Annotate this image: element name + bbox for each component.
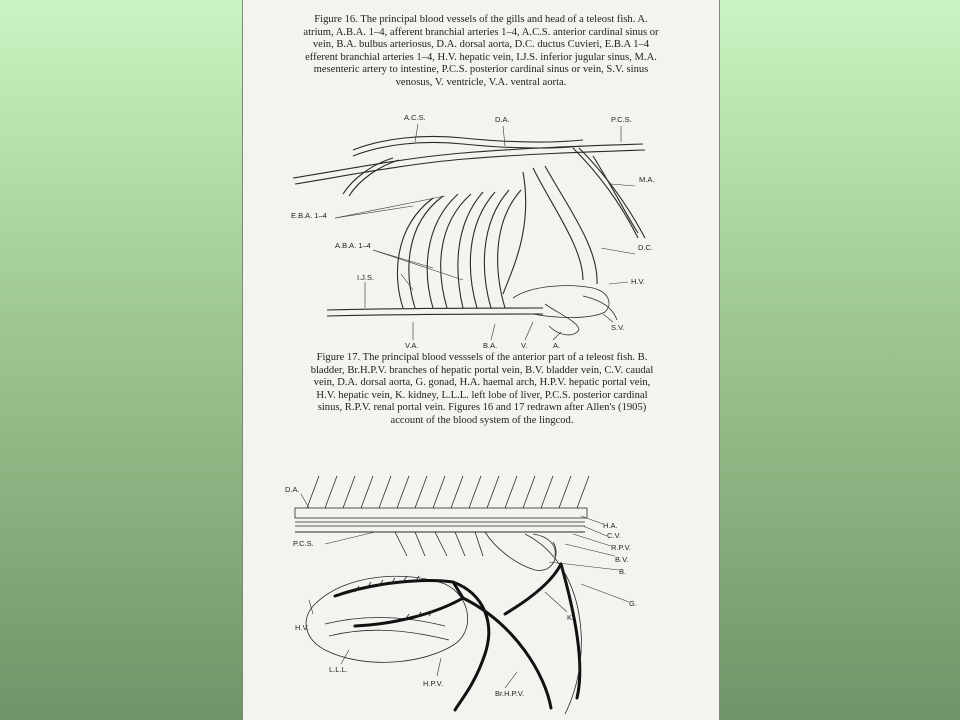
- label-hv: H.V.: [295, 623, 309, 632]
- label-da: D.A.: [495, 115, 510, 124]
- label-g: G.: [629, 599, 637, 608]
- label-brhpv: Br.H.P.V.: [495, 689, 525, 698]
- label-pcs: P.C.S.: [611, 115, 632, 124]
- label-b: B.: [619, 567, 627, 576]
- vertebral-spines: [307, 476, 589, 508]
- label-pcs: P.C.S.: [293, 539, 314, 548]
- label-v: V.: [521, 341, 528, 348]
- figure-17-caption: Figure 17. The principal blood vesssels of the anterior part of a teleost fish. B. bladder, Br.H.P.V. branches of hepatic portal vein, B.V. bladder vein, C.V. caudal vein, D.A. dorsal aorta, G. gonad, H.A. haemal arch, H.P.V. hepatic portal vein, H.V. hepatic vein, K. kidney, L.L.L. left lobe of liver, P.C.S. posterior cardinal sinus, R.P.V. renal portal vein. Figures 16 and 17 redrawn after Allen's (1905) account of the blood system of the lingcod.: [310, 352, 654, 426]
- label-ba: B.A.: [483, 341, 498, 348]
- document-page: [242, 0, 720, 720]
- figure-16-caption: Figure 16. The principal blood vessels of the gills and head of a teleost fish. A. atrium, A.B.A. 1–4, afferent branchial arteries 1–4, A.C.S. anterior cardinal sinus or vein, B.A. bulbus arteriosus, D.A. dorsal aorta, D.C. ductus Cuvieri, E.B.A 1–4 efferent branchial arteries 1–4, H.V. hepatic vein, I.J.S. inferior jugular sinus, M.A. mesenteric artery to intestine, P.C.S. posterior cardinal sinus or vein, S.V. sinus venosus, V. ventricle, V.A. ventral aorta.: [303, 14, 659, 88]
- label-aba: A.B.A. 1–4: [335, 241, 371, 250]
- label-va: V.A.: [405, 341, 419, 348]
- label-sv: S.V.: [611, 323, 625, 332]
- label-cv: C.V.: [607, 531, 621, 540]
- label-lll: L.L.L.: [329, 665, 348, 674]
- label-bv: B.V.: [615, 555, 629, 564]
- label-hpv: H.P.V.: [423, 679, 444, 688]
- label-dc: D.C.: [638, 243, 653, 252]
- label-da: D.A.: [285, 485, 300, 494]
- label-hv: H.V.: [631, 277, 645, 286]
- label-eba: E.B.A. 1–4: [291, 211, 327, 220]
- label-rpv: R.P.V.: [611, 543, 632, 552]
- label-ha: H.A.: [603, 521, 618, 530]
- label-k: K.: [567, 613, 575, 622]
- label-acs: A.C.S.: [404, 113, 426, 122]
- label-ma: M.A.: [639, 175, 655, 184]
- label-ijs: I.J.S.: [357, 273, 375, 282]
- label-a: A.: [553, 341, 561, 348]
- figure-16-diagram: [283, 108, 683, 348]
- figure-17-diagram: [285, 474, 685, 720]
